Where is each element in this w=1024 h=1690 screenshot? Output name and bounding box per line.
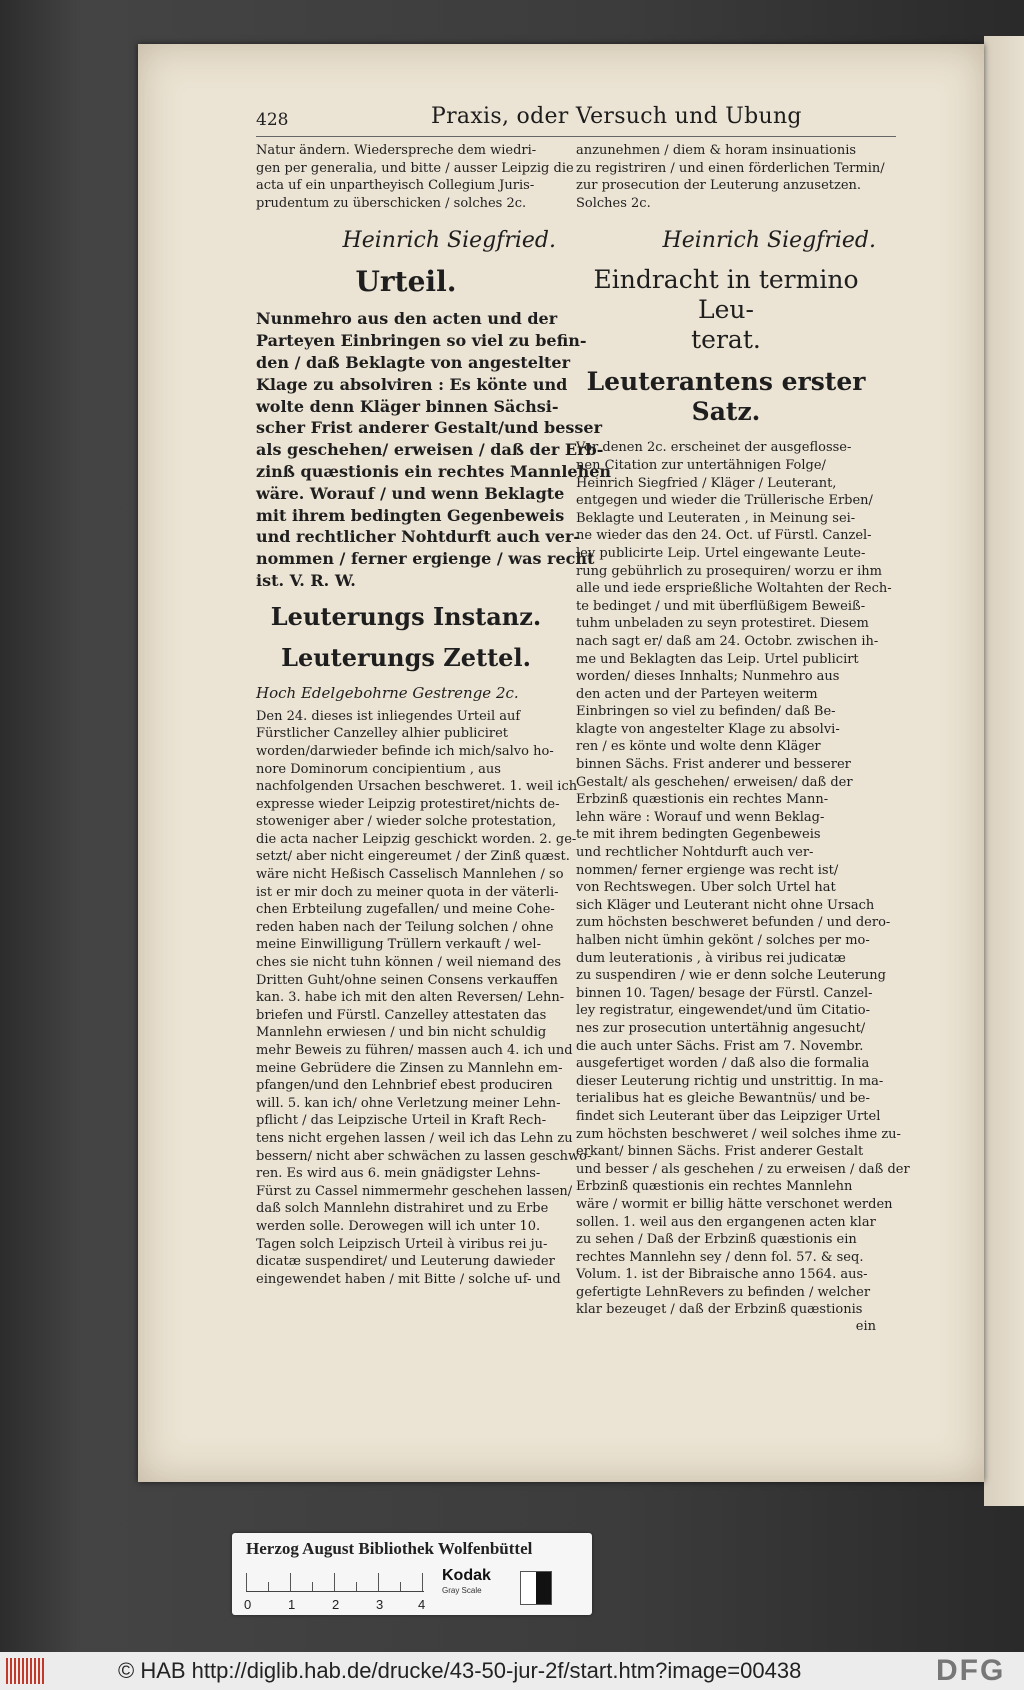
text-line: klar bezeuget / daß der Erbzinß quæstionis <box>576 1302 863 1318</box>
text-line: worden/darwieder befinde ich mich/salvo ho- <box>256 743 554 759</box>
heading-line: Satz. <box>691 397 761 427</box>
scale-number: 3 <box>376 1597 384 1612</box>
gray-scale-card <box>232 1533 592 1615</box>
ruler-tick <box>312 1582 313 1591</box>
footer-bar <box>0 1652 1024 1690</box>
text-line: daß solch Mannlehn distrahiret und zu Erbe <box>256 1201 549 1217</box>
urteil-heading: Urteil. <box>355 265 457 299</box>
text-line: Den 24. dieses ist inliegendes Urteil auf <box>256 708 521 724</box>
text-line: pflicht / das Leipzische Urteil in Kraft Rech- <box>256 1113 547 1129</box>
text-line: te mit ihrem bedingten Gegenbeweis <box>576 827 821 843</box>
ruler-tick <box>290 1573 291 1591</box>
text-line: bessern/ nicht aber schwächen zu lassen geschwo- <box>256 1148 592 1164</box>
text-line: gen per generalia, und bitte / ausser Leipzig die <box>256 160 574 176</box>
text-line: sich Kläger und Leuterant nicht ohne Ursach <box>576 897 875 913</box>
text-line: anzunehmen / diem & horam insinuationis <box>576 143 857 158</box>
text-line: Heinrich Siegfried / Kläger / Leuterant, <box>576 475 837 491</box>
dfg-logo: DFG <box>936 1654 1006 1687</box>
text-line: die acta nacher Leipzig geschickt worden. 2. ge- <box>256 831 577 847</box>
left-column <box>256 142 612 1288</box>
text-line: dicatæ suspendiret/ und Leuterung dawieder <box>256 1254 555 1270</box>
text-line: Gestalt/ als geschehen/ erweisen/ daß der <box>576 774 853 790</box>
text-line: zum höchsten beschweret / weil solches ihme zu- <box>576 1126 901 1142</box>
text-line: zu sehen / Daß der Erbzinß quæstionis ein <box>576 1232 857 1248</box>
text-line: findet sich Leuterant über das Leipziger Urtel <box>576 1108 881 1124</box>
instanz-heading: Leuterungs Instanz. <box>270 601 542 631</box>
text-line: den / daß Beklagte von angestelter <box>256 352 571 372</box>
text-line: binnen 10. Tagen/ besage der Fürstl. Canzel- <box>576 985 873 1001</box>
gray-swatch <box>520 1571 552 1605</box>
ruler-scale <box>246 1573 424 1592</box>
right-column <box>576 142 910 1335</box>
book-page <box>138 44 984 1482</box>
text-line: Solches 2c. <box>576 195 651 211</box>
text-line: dum leuterationis , à viribus rei judicatæ <box>576 950 846 966</box>
footer-credit[interactable]: © HAB http://diglib.hab.de/drucke/43-50-jur-2f/start.htm?image=00438 <box>118 1658 802 1683</box>
text-line: zum höchsten beschweret befunden / und dero- <box>576 915 891 931</box>
text-line: Mannlehn erwiesen / und bin nicht schuldig <box>256 1025 547 1041</box>
text-line: Beklagte und Leuteraten , in Meinung sei- <box>576 510 856 526</box>
text-line: Erbzinß quæstionis ein rechtes Mann- <box>576 792 829 808</box>
ruler-tick <box>400 1582 401 1591</box>
ruler-tick <box>246 1573 247 1591</box>
text-line: reden haben nach der Teilung solchen / ohne <box>256 919 554 935</box>
card-title: Herzog August Bibliothek Wolfenbüttel <box>246 1539 533 1558</box>
text-line: zu registriren / und einen förderlichen Termin/ <box>576 160 885 176</box>
text-line: wäre. Worauf / und wenn Beklagte <box>256 483 565 503</box>
satz-heading <box>576 367 876 427</box>
text-line: te bedinget / und mit überflüßigem Beweiß- <box>576 598 866 614</box>
text-line: nachfolgenden Ursachen beschweret. 1. weil ich <box>256 779 578 795</box>
urteil-text <box>256 308 612 591</box>
salutation: Hoch Edelgebohrne Gestrenge 2c. <box>256 683 519 702</box>
text-line: den acten und der Parteyen weiterm <box>576 686 818 702</box>
scale-number: 0 <box>244 1597 252 1612</box>
signature: Heinrich Siegfried. <box>662 228 876 254</box>
text-line: nes zur prosecution untertähnig angesucht/ <box>576 1020 866 1036</box>
text-line: zu suspendiren / wie er denn solche Leuterung <box>576 968 886 984</box>
text-line: Tagen solch Leipzisch Urteil à viribus rei ju- <box>256 1236 548 1252</box>
text-line: nommen / ferner ergienge / was recht <box>256 549 595 569</box>
text-line: dieser Leuterung richtig und unstrittig. In ma- <box>576 1073 884 1089</box>
ruler-tick <box>334 1573 335 1591</box>
text-line: die auch unter Sächs. Frist am 7. Novembr. <box>576 1038 864 1054</box>
text-line: ches sie nicht tuhn können / weil niemand des <box>256 955 562 971</box>
text-line: ausgefertiget worden / daß also die formalia <box>576 1056 870 1072</box>
text-line: Natur ändern. Wiederspreche dem wiedri- <box>256 143 537 158</box>
text-line: binnen Sächs. Frist anderer und besserer <box>576 757 851 773</box>
text-line: halben nicht ümhin gekönt / solches per mo- <box>576 933 870 948</box>
text-line: prudentum zu überschicken / solches 2c. <box>256 195 527 211</box>
text-line: wolte denn Kläger binnen Sächsi- <box>256 396 559 416</box>
text-line: eingewendet haben / mit Bitte / solche uf- und <box>256 1271 561 1287</box>
text-line: rechtes Mannlehn sey / denn fol. 57. & seq. <box>576 1249 864 1265</box>
text-line: als geschehen/ erweisen / daß der Erb- <box>256 440 604 460</box>
text-line: meine Gebrüdere die Zinsen zu Mannlehn em- <box>256 1060 563 1076</box>
text-line: ist er mir doch zu meiner quota in der väterli- <box>256 884 559 900</box>
text-line: me und Beklagten das Leip. Urtel publicirt <box>576 651 859 667</box>
running-head: Praxis, oder Versuch und Ubung <box>431 104 802 129</box>
text-line: nommen/ ferner ergienge was recht ist/ <box>576 862 839 878</box>
text-line: und rechtlicher Nohtdurft auch ver- <box>256 527 581 547</box>
text-line: erkant/ binnen Sächs. Frist anderer Gestalt <box>576 1144 864 1160</box>
signature: Heinrich Siegfried. <box>342 228 556 254</box>
text-line: ren / es könte und wolte denn Kläger <box>576 739 821 755</box>
text-line: von Rechtswegen. Uber solch Urtel hat <box>576 880 836 896</box>
text-line: nore Dominorum concipientium , aus <box>256 761 501 777</box>
text-line: will. 5. kan ich/ ohne Verletzung meiner Lehn- <box>256 1095 561 1111</box>
satz-text <box>576 439 910 1319</box>
catchword: ein <box>855 1319 876 1335</box>
text-line: meine Einwilligung Trüllern verkauft / wel- <box>256 937 541 953</box>
gray-scale-label: Gray Scale <box>442 1586 482 1595</box>
text-line: zur prosecution der Leuterung anzusetzen. <box>576 178 862 194</box>
text-line: Nunmehro aus den acten und der <box>256 309 558 329</box>
kodak-brand: Kodak <box>442 1567 491 1584</box>
text-line: ne wieder das den 24. Oct. uf Fürstl. Canzel- <box>576 528 872 544</box>
text-line: ren. Es wird aus 6. mein gnädigster Lehns- <box>256 1166 541 1182</box>
text-line: terialibus hat es gleiche Bewantnüs/ und be- <box>576 1091 870 1107</box>
text-line: und besser / als geschehen / zu erweisen / daß der <box>576 1161 910 1177</box>
text-line: werden solle. Derowegen will ich unter 10. <box>256 1218 541 1234</box>
text-line: alle und iede ersprießliche Woltahten der Rech- <box>576 581 892 597</box>
scale-number: 1 <box>288 1597 296 1612</box>
text-line: Klage zu absolviren : Es könte und <box>256 374 568 394</box>
text-line: briefen und Fürstl. Canzelley attestaten das <box>256 1007 547 1023</box>
text-line: klagte von angestelter Klage zu absolvi- <box>576 721 840 737</box>
header-rule <box>256 136 896 137</box>
text-line: scher Frist anderer Gestalt/und besser <box>256 418 603 438</box>
text-line: Erbzinß quæstionis ein rechtes Mannlehn <box>576 1179 853 1195</box>
page-header <box>256 104 896 134</box>
text-line: stoweniger aber / wieder solche protestation, <box>256 814 557 830</box>
text-line: entgegen und wieder die Trüllerische Erben/ <box>576 493 873 509</box>
text-line: gefertigte LehnRevers zu befinden / welcher <box>576 1284 871 1300</box>
text-line: und rechtlicher Nohtdurft auch ver- <box>576 845 814 861</box>
scale-number: 2 <box>332 1597 340 1612</box>
scale-number: 4 <box>418 1597 426 1612</box>
text-line: Volum. 1. ist der Bibraische anno 1564. aus- <box>576 1267 868 1283</box>
text-line: ist. V. R. W. <box>256 570 356 590</box>
text-line: setzt/ aber nicht eingereumet / der Zinß quæst. <box>256 849 570 865</box>
text-line: ley registratur, eingewendet/und üm Citatio- <box>576 1003 870 1019</box>
ruler-tick <box>422 1573 423 1591</box>
text-line: chen Erbteilung zugefallen/ und meine Cohe- <box>256 902 555 918</box>
text-line: Vor denen 2c. erscheinet der ausgeflosse- <box>576 440 852 456</box>
text-line: zinß quæstionis ein rechtes Mannlehen <box>256 461 612 481</box>
text-line: expresse wieder Leipzig protestiret/nichts de- <box>256 796 560 812</box>
text-line: ley publicirte Leip. Urtel eingewante Leute- <box>576 545 866 561</box>
page-number: 428 <box>256 110 289 130</box>
barcode-icon <box>6 1658 46 1684</box>
right-intro <box>576 142 885 212</box>
left-intro <box>256 142 574 212</box>
zettel-heading: Leuterungs Zettel. <box>281 642 531 672</box>
text-line: Parteyen Einbringen so viel zu befin- <box>256 331 587 351</box>
text-line: lehn wäre : Worauf und wenn Beklag- <box>576 809 825 825</box>
ruler-tick <box>356 1582 357 1591</box>
adjacent-page-edge <box>984 36 1024 1506</box>
eintracht-heading <box>576 265 876 355</box>
text-line: wäre / wormit er billig hätte verschonet werden <box>576 1196 893 1212</box>
text-line: worden/ dieses Innhalts; Nunmehro aus <box>576 669 840 685</box>
text-line: tens nicht ergehen lassen / weil ich das Lehn zu <box>256 1130 573 1146</box>
text-line: mehr Beweis zu führen/ massen auch 4. ich und <box>256 1043 573 1059</box>
text-line: pfangen/und den Lehnbrief ebest produciren <box>256 1078 553 1094</box>
heading-line: Eindracht in termino Leu- <box>593 265 859 325</box>
text-line: mit ihrem bedingten Gegenbeweis <box>256 505 565 525</box>
ruler-tick <box>378 1573 379 1591</box>
text-line: sollen. 1. weil aus den ergangenen acten klar <box>576 1214 876 1230</box>
text-line: Fürstlicher Canzelley alhier publiciret <box>256 726 508 742</box>
text-line: wäre nicht Heßisch Casselisch Mannlehen / so <box>256 867 564 883</box>
text-line: Fürst zu Cassel nimmermehr geschehen lassen/ <box>256 1183 573 1199</box>
text-line: acta uf ein unpartheyisch Collegium Juris- <box>256 178 535 194</box>
text-line: nen Citation zur untertähnigen Folge/ <box>576 457 826 473</box>
text-line: Dritten Guht/ohne seinen Consens verkauffen <box>256 972 558 988</box>
text-line: nach sagt er/ daß am 24. Octobr. zwischen ih- <box>576 633 879 649</box>
text-line: tuhm unbeladen zu seyn protestiret. Diesem <box>576 616 869 632</box>
text-line: rung gebührlich zu prosequiren/ worzu er ihm <box>576 563 882 579</box>
ruler-tick <box>268 1582 269 1591</box>
heading-line: terat. <box>691 325 761 355</box>
text-line: kan. 3. habe ich mit den alten Reversen/ Lehn- <box>256 990 565 1006</box>
heading-line: Leuterantens erster <box>586 367 866 397</box>
text-line: Einbringen so viel zu befinden/ daß Be- <box>576 704 836 720</box>
zettel-text <box>256 708 592 1289</box>
